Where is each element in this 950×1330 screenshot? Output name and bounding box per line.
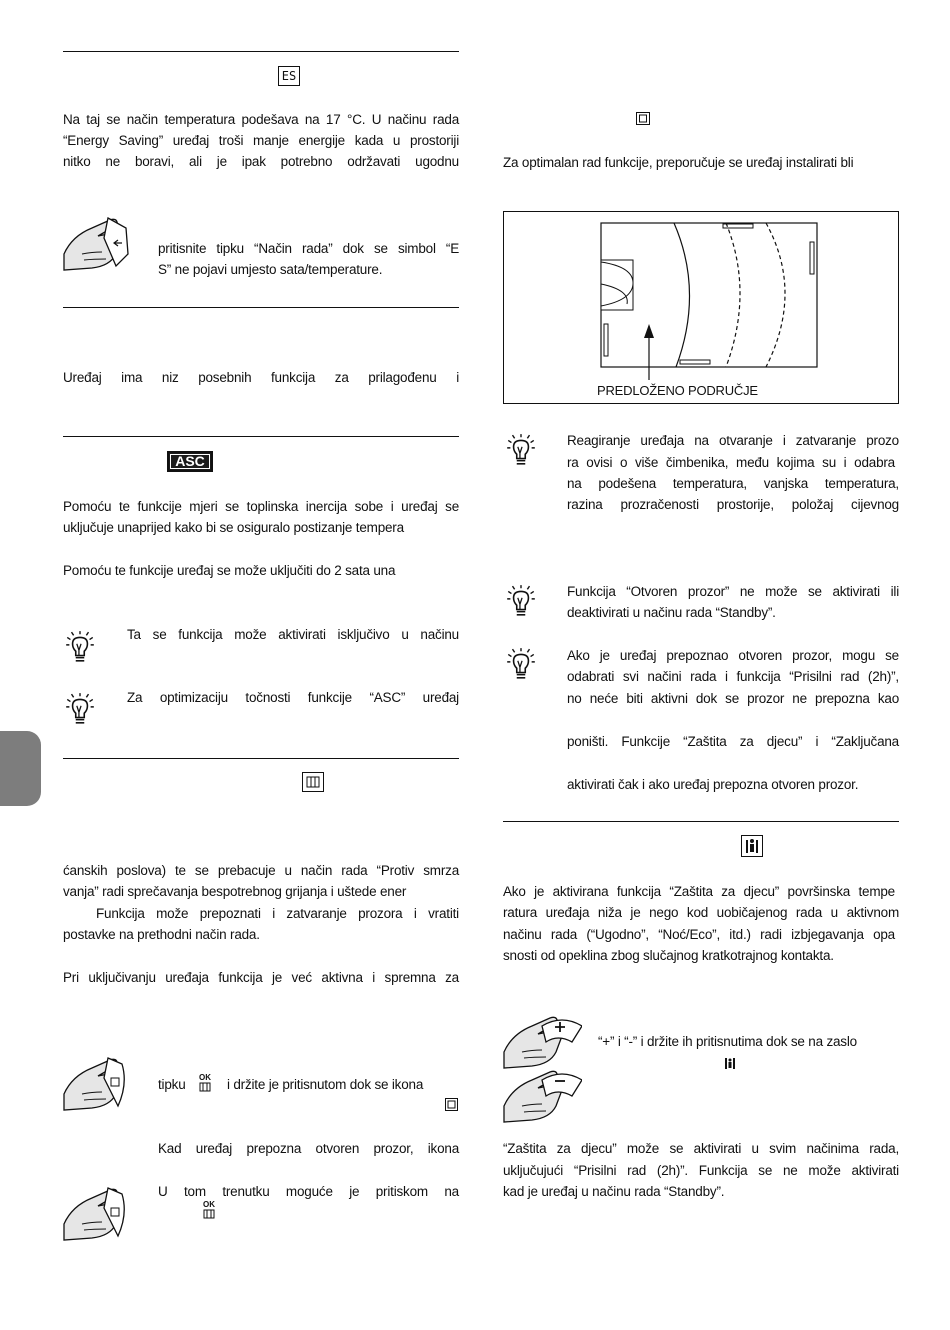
lightbulb-tip-icon [505,433,537,467]
tip-text: Ako je uređaj prepoznao otvoren prozor, mogu se [567,648,899,663]
paragraph-line: “Zaštita za djecu” može se aktivirati u svim načinima rada, [503,1141,899,1156]
divider [63,51,459,52]
paragraph-line: vanja” radi sprečavanja bespotrebnog grijanja i uštede ener [63,884,407,899]
tip-text: poništi. Funkcije “Zaštita za djecu” i “Zaključana [567,734,899,749]
child-lock-icon [724,1057,736,1070]
paragraph-line: uključujući “Prisilni rad (2h)”. Funkcija se ne može aktivirati [503,1163,899,1178]
open-window-icon [445,1098,458,1111]
tip-text: na podešena temperatura, vanjska temperatura, [567,476,899,491]
instruction-text: U tom trenutku moguće je pritiskom na [158,1184,459,1199]
paragraph-line: Pomoću te funkcije uređaj se može uključiti do 2 sata una [63,563,396,578]
paragraph-line: Na taj se način temperatura podešava na 17 °C. U načinu rada [63,112,459,127]
lightbulb-tip-icon [505,584,537,618]
ok-button-icon: OK [200,1201,218,1221]
hand-plus-button-icon [502,1012,582,1072]
instruction-text: i držite je pritisnutom dok se ikona [227,1077,424,1092]
tip-text: razina prozračenosti prostorije, položaj cijevnog [567,497,899,512]
tip-text: Funkcija “Otvoren prozor” ne može se aktivirati ili [567,584,899,599]
hand-mode-button-icon [62,214,132,276]
tip-text: Reagiranje uređaja na otvaranje i zatvaranje prozo [567,433,899,448]
tip-text: no neće biti aktivni dok se prozor ne prepozna kao [567,691,899,706]
open-window-icon [302,772,324,792]
paragraph-line: uključuje unaprijed kako bi se osiguralo postizanje tempera [63,520,404,535]
paragraph-line: Pri uključivanju uređaja funkcija je već aktivna i spremna za [63,970,459,985]
divider [63,758,459,759]
paragraph-line: “Energy Saving” uređaj troši manje energije kada u prostoriji [63,133,459,148]
paragraph-line: Ako je aktivirana funkcija “Zaštita za djecu” površinska tempe [503,884,895,899]
diagram-label: PREDLOŽENO PODRUČJE [597,383,758,398]
asc-symbol: ASC [167,451,213,472]
hand-ok-button-icon [62,1184,128,1246]
instruction-text: “+” i “-” i držite ih pritisnutima dok se na zaslo [598,1034,857,1049]
lightbulb-tip-icon [64,692,96,726]
paragraph-line: načinu rada (“Ugodno”, “Noć/Eco”, itd.) radi izbjegavanja opa [503,927,895,942]
hand-ok-button-icon [62,1054,128,1116]
lightbulb-tip-icon [64,630,96,664]
divider [503,821,899,822]
paragraph-line: Pomoću te funkcije mjeri se toplinska inercija sobe i uređaj se [63,499,459,514]
tip-text: aktivirati čak i ako uređaj prepozna otvoren prozor. [567,777,859,792]
instruction-text: tipku [158,1077,186,1092]
open-window-icon [636,112,650,125]
lightbulb-tip-icon [505,647,537,681]
paragraph-line: postavke na prethodni način rada. [63,927,260,942]
tip-text: deaktivirati u načinu rada “Standby”. [567,605,776,620]
hand-minus-button-icon [502,1066,582,1126]
paragraph-line: snosti od opeklina zbog slučajnog kratkotrajnog kontakta. [503,948,834,963]
tip-text: Za optimizaciju točnosti funkcije “ASC” uređaj [127,690,459,705]
tip-text: ra ovisi o više čimbenika, među kojima su i odabra [567,455,895,470]
paragraph-line: Funkcija može prepoznati i zatvaranje prozora i vratiti [96,906,459,921]
room-diagram [503,211,899,404]
divider [63,436,459,437]
paragraph-line: ratura uređaja niža je nego kod uobičajenog rada u aktivnom [503,905,899,920]
paragraph-line: kad je uređaj u načinu rada “Standby”. [503,1184,725,1199]
child-lock-icon [741,835,763,857]
tip-text: Ta se funkcija može aktivirati isključivo u načinu [127,627,459,642]
paragraph-line: ćanskih poslova) te se prebacuje u način rada “Protiv smrza [63,863,459,878]
section-tab [0,731,41,806]
paragraph-line: nitko ne boravi, ali je ipak potrebno održavati ugodnu [63,154,459,169]
tip-text: odabrati svi načini rada i funkcija “Prisilni rad (2h)”, [567,669,899,684]
ok-button-icon: OK [196,1074,214,1094]
divider [63,307,459,308]
instruction-text: Kad uređaj prepozna otvoren prozor, ikona [158,1141,459,1156]
instruction-line: S” ne pojavi umjesto sata/temperature. [158,262,383,277]
instruction-line: pritisnite tipku “Način rada” dok se simbol “E [158,241,459,256]
es-symbol: ES [278,66,300,86]
paragraph-line: Uređaj ima niz posebnih funkcija za prilagođenu i [63,370,459,385]
paragraph-line: Za optimalan rad funkcije, preporučuje se uređaj instalirati bli [503,155,854,170]
